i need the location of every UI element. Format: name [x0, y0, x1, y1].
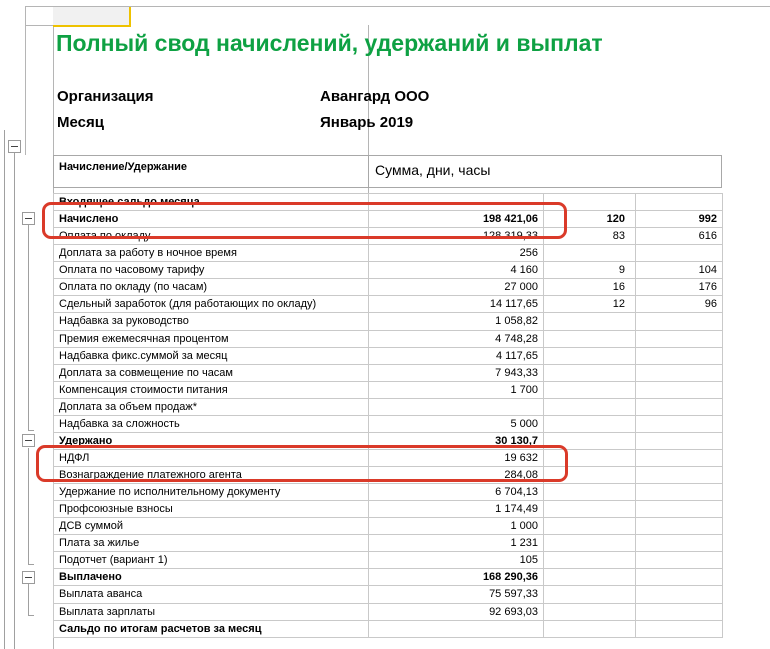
cell-name[interactable]: Начислено — [54, 211, 369, 227]
cell-name[interactable]: Удержано — [54, 433, 369, 449]
cell-days[interactable] — [544, 518, 636, 534]
collapse-group-button[interactable] — [22, 212, 35, 225]
cell-sum[interactable]: 4 160 — [369, 262, 544, 278]
cell-hours[interactable] — [636, 586, 723, 602]
table-row — [54, 296, 723, 313]
cell-name[interactable]: НДФЛ — [54, 450, 369, 466]
cell-hours[interactable]: 616 — [636, 228, 723, 244]
table-row — [54, 501, 723, 518]
table-row — [54, 416, 723, 433]
org-label: Организация — [57, 88, 154, 105]
cell-hours[interactable] — [636, 348, 723, 364]
table-row — [54, 604, 723, 621]
highlight-box-ndfl — [36, 445, 568, 482]
cell-sum[interactable]: 7 943,33 — [369, 365, 544, 381]
group-stem-nachisleno — [28, 223, 29, 430]
margin-cell-bottom — [25, 25, 53, 26]
table-row — [54, 365, 723, 382]
cell-days[interactable] — [544, 313, 636, 329]
table-row — [54, 484, 723, 501]
cell-sum[interactable]: 30 130,7 — [369, 433, 544, 449]
cell-sum[interactable]: 1 231 — [369, 535, 544, 551]
table-row — [54, 552, 723, 569]
cell-hours[interactable] — [636, 450, 723, 466]
table-row — [54, 535, 723, 552]
report-title: Полный свод начислений, удержаний и выплат — [56, 30, 603, 56]
cell-days[interactable]: 9 — [544, 262, 636, 278]
cell-days[interactable] — [544, 331, 636, 347]
cell-sum[interactable]: 75 597,33 — [369, 586, 544, 602]
cell-sum[interactable]: 1 174,49 — [369, 501, 544, 517]
cell-sum[interactable]: 4 117,65 — [369, 348, 544, 364]
table-row — [54, 313, 723, 330]
cell-days[interactable]: 12 — [544, 296, 636, 312]
cell-sum[interactable]: 4 748,28 — [369, 331, 544, 347]
cell-sum[interactable] — [369, 621, 544, 637]
cell-name[interactable]: Профсоюзные взносы — [54, 501, 369, 517]
group-stem-uderzhano — [28, 448, 29, 564]
cell-days[interactable] — [544, 365, 636, 381]
group-rail-line — [4, 130, 5, 649]
cell-name[interactable]: Плата за жилье — [54, 535, 369, 551]
cell-sum[interactable]: 128 319,33 — [369, 228, 544, 244]
cell-sum[interactable]: 92 693,03 — [369, 604, 544, 620]
cell-days[interactable]: 83 — [544, 228, 636, 244]
cell-days[interactable] — [544, 621, 636, 637]
cell-name[interactable]: Компенсация стоимости питания — [54, 382, 369, 398]
cell-days[interactable]: 120 — [544, 211, 636, 227]
cell-days[interactable] — [544, 416, 636, 432]
cell-name[interactable]: Надбавка фикс.суммой за месяц — [54, 348, 369, 364]
cell-hours[interactable] — [636, 331, 723, 347]
cell-name[interactable]: ДСВ суммой — [54, 518, 369, 534]
cell-days[interactable] — [544, 399, 636, 415]
cell-name[interactable]: Сдельный заработок (для работающих по окладу) — [54, 296, 369, 312]
cell-hours[interactable]: 96 — [636, 296, 723, 312]
cell-sum[interactable]: 1 700 — [369, 382, 544, 398]
cell-hours[interactable] — [636, 433, 723, 449]
cell-sum[interactable]: 1 058,82 — [369, 313, 544, 329]
cell-hours[interactable]: 176 — [636, 279, 723, 295]
cell-name[interactable]: Оплата по окладу (по часам) — [54, 279, 369, 295]
cell-sum[interactable] — [369, 399, 544, 415]
cell-hours[interactable] — [636, 484, 723, 500]
cell-sum[interactable]: 168 290,36 — [369, 569, 544, 585]
table-row — [54, 331, 723, 348]
cell-name[interactable]: Доплата за работу в ночное время — [54, 245, 369, 261]
table-row — [54, 348, 723, 365]
cell-name[interactable]: Выплачено — [54, 569, 369, 585]
group-stem-vyplacheno — [28, 584, 29, 615]
cell-days[interactable] — [544, 382, 636, 398]
cell-days[interactable] — [544, 604, 636, 620]
cell-sum[interactable]: 284,08 — [369, 467, 544, 483]
table-row — [54, 586, 723, 603]
cell-name[interactable]: Доплата за объем продаж* — [54, 399, 369, 415]
cell-hours[interactable]: 104 — [636, 262, 723, 278]
table-row — [54, 279, 723, 296]
cell-name[interactable]: Доплата за совмещение по часам — [54, 365, 369, 381]
cell-name[interactable]: Надбавка за сложность — [54, 416, 369, 432]
table-row — [54, 621, 723, 638]
selected-cell[interactable] — [53, 7, 131, 27]
cell-days[interactable] — [544, 245, 636, 261]
cell-name[interactable]: Удержание по исполнительному документу — [54, 484, 369, 500]
cell-days[interactable]: 16 — [544, 279, 636, 295]
cell-days[interactable] — [544, 569, 636, 585]
cell-sum[interactable]: 6 704,13 — [369, 484, 544, 500]
table-row — [54, 245, 723, 262]
table-row — [54, 382, 723, 399]
table-row — [54, 518, 723, 535]
table-row — [54, 399, 723, 416]
cell-name[interactable]: Выплата аванса — [54, 586, 369, 602]
cell-days[interactable] — [544, 484, 636, 500]
table-header-row — [53, 155, 722, 188]
group-elbow-vyplacheno — [28, 615, 34, 616]
column-header-name[interactable]: Начисление/Удержание — [54, 156, 369, 187]
cell-name[interactable]: Вознаграждение платежного агента — [54, 467, 369, 483]
cell-hours[interactable] — [636, 467, 723, 483]
cell-name[interactable]: Выплата зарплаты — [54, 604, 369, 620]
cell-hours[interactable] — [636, 569, 723, 585]
cell-hours[interactable] — [636, 535, 723, 551]
cell-sum[interactable]: 256 — [369, 245, 544, 261]
report-table — [53, 193, 723, 638]
cell-name[interactable]: Сальдо по итогам расчетов за месяц — [54, 621, 369, 637]
group-elbow-nachisleno — [28, 430, 34, 431]
cell-hours[interactable] — [636, 382, 723, 398]
cell-days[interactable] — [544, 552, 636, 568]
cell-days[interactable] — [544, 586, 636, 602]
cell-hours[interactable] — [636, 365, 723, 381]
cell-hours[interactable] — [636, 518, 723, 534]
table-row — [54, 262, 723, 279]
table-row — [54, 569, 723, 586]
collapse-group-button-page[interactable] — [8, 140, 21, 153]
cell-sum[interactable]: 105 — [369, 552, 544, 568]
cell-hours[interactable] — [636, 552, 723, 568]
cell-sum[interactable]: 27 000 — [369, 279, 544, 295]
cell-hours[interactable] — [636, 194, 723, 210]
cell-sum[interactable]: 14 117,65 — [369, 296, 544, 312]
cell-hours[interactable] — [636, 399, 723, 415]
cell-name[interactable]: Надбавка за руководство — [54, 313, 369, 329]
month-value: Январь 2019 — [320, 114, 414, 131]
cell-hours[interactable] — [636, 501, 723, 517]
cell-hours[interactable] — [636, 416, 723, 432]
column-header-sum-days-hours[interactable]: Сумма, дни, часы — [375, 162, 491, 178]
cell-name[interactable]: Оплата по часовому тарифу — [54, 262, 369, 278]
page-top-border — [25, 6, 770, 7]
month-label: Месяц — [57, 114, 104, 131]
cell-name[interactable]: Подотчет (вариант 1) — [54, 552, 369, 568]
collapse-group-button[interactable] — [22, 434, 35, 447]
cell-name[interactable]: Входящее сальдо месяца — [54, 194, 369, 210]
cell-sum[interactable]: 5 000 — [369, 416, 544, 432]
cell-hours[interactable] — [636, 245, 723, 261]
group-level1-stem — [14, 153, 15, 649]
cell-days[interactable] — [544, 535, 636, 551]
cell-days[interactable] — [544, 348, 636, 364]
cell-hours[interactable] — [636, 313, 723, 329]
cell-sum[interactable]: 1 000 — [369, 518, 544, 534]
cell-hours[interactable]: 992 — [636, 211, 723, 227]
cell-hours[interactable] — [636, 604, 723, 620]
cell-name[interactable]: Премия ежемесячная процентом — [54, 331, 369, 347]
highlight-box-nachisleno — [42, 202, 567, 239]
cell-days[interactable] — [544, 501, 636, 517]
margin-column-line — [25, 6, 26, 155]
collapse-group-button[interactable] — [22, 571, 35, 584]
cell-sum[interactable]: 198 421,06 — [369, 211, 544, 227]
cell-hours[interactable] — [636, 621, 723, 637]
cell-sum[interactable]: 19 632 — [369, 450, 544, 466]
org-value: Авангард ООО — [320, 88, 430, 105]
group-elbow-uderzhano — [28, 564, 34, 565]
cell-name[interactable]: Оплата по окладу — [54, 228, 369, 244]
